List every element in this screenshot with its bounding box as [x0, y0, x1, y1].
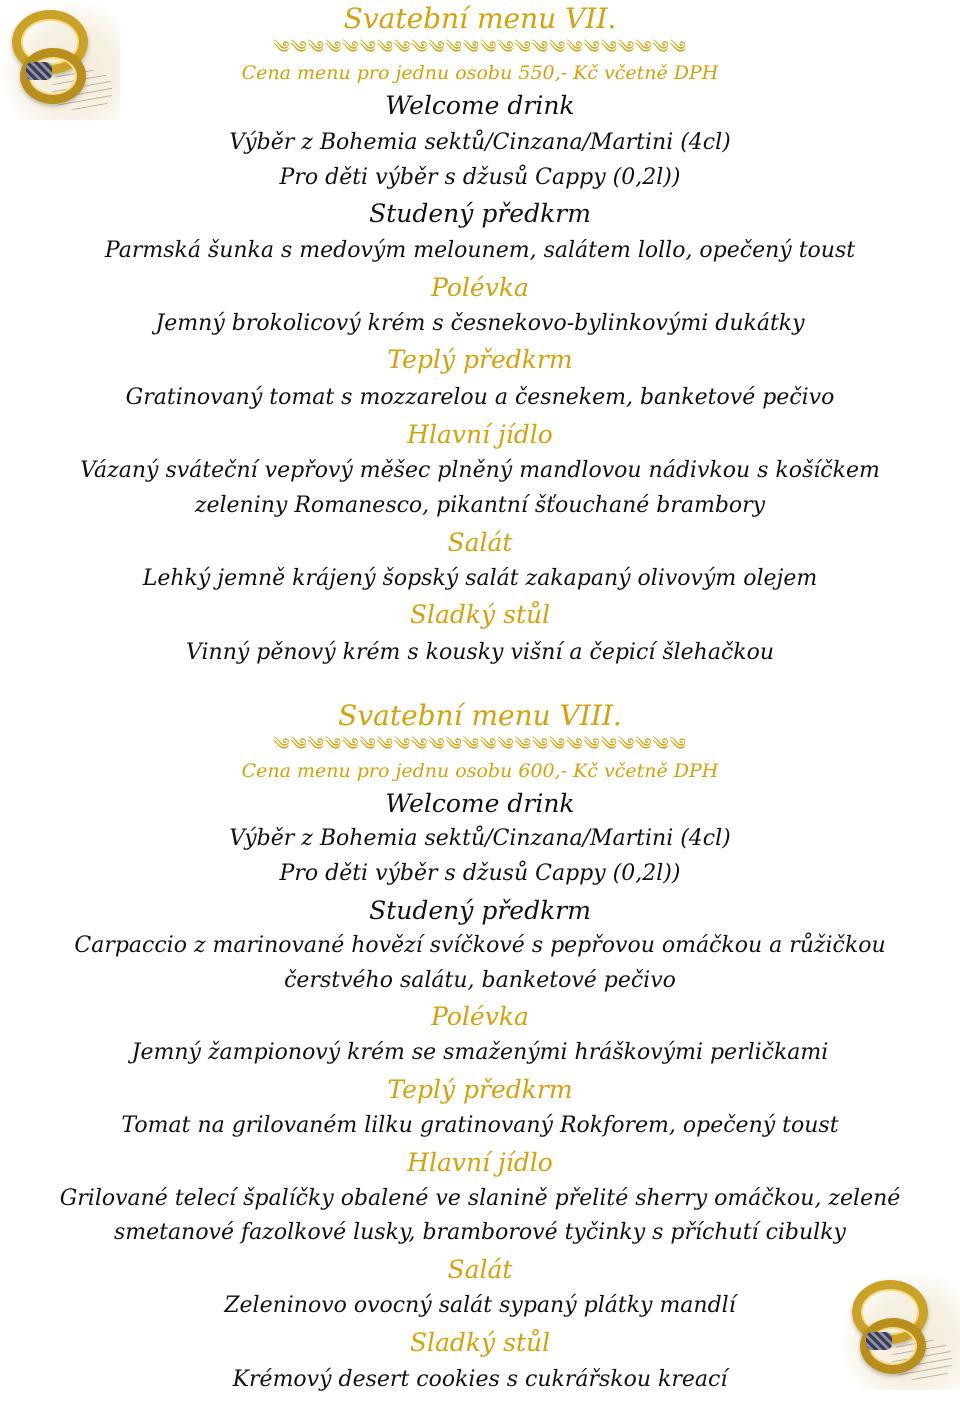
course-heading: Studený předkrm	[369, 896, 591, 925]
course-heading: Sladký stůl	[409, 1328, 551, 1357]
menu-title: Svatební menu VIII.	[338, 699, 622, 732]
course-heading: Studený předkrm	[369, 199, 591, 228]
dish-line: Výběr z Bohemia sektů/Cinzana/Martini (4cl)	[229, 130, 731, 155]
dish-line: smetanové fazolkové lusky, bramborové tyčinky s příchutí cibulky	[114, 1220, 846, 1245]
course-heading: Polévka	[431, 273, 529, 302]
dish-line: Jemný brokolicový krém s česnekovo-bylinkovými dukátky	[155, 311, 805, 336]
menu-title: Svatební menu VII.	[343, 2, 617, 35]
dish-line: Lehký jemně krájený šopský salát zakapaný olivovým olejem	[142, 566, 818, 591]
course-heading: Welcome drink	[385, 91, 575, 120]
course-heading: Hlavní jídlo	[407, 420, 553, 449]
dish-line: Parmská šunka s medovým melounem, salátem lollo, opečený toust	[104, 238, 856, 263]
dish-line: Vinný pěnový krém s kousky višní a čepicí šlehačkou	[185, 640, 775, 665]
course-heading: Salát	[447, 1255, 513, 1284]
dish-line: čerstvého salátu, banketové pečivo	[284, 968, 676, 993]
dish-line: Pro děti výběr s džusů Cappy (0,2l))	[279, 165, 681, 190]
dish-line: Výběr z Bohemia sektů/Cinzana/Martini (4cl)	[229, 826, 731, 851]
dish-line: zeleniny Romanesco, pikantní šťouchané brambory	[194, 493, 766, 518]
dish-line: Tomat na grilovaném lilku gratinovaný Rokforem, opečený toust	[121, 1113, 839, 1138]
dish-line: Carpaccio z marinované hovězí svíčkové s pepřovou omáčkou a růžičkou	[74, 933, 886, 958]
dish-line: Vázaný sváteční vepřový měšec plněný mandlovou nádivkou s košíčkem	[80, 458, 880, 483]
dish-line: Pro děti výběr s džusů Cappy (0,2l))	[279, 861, 681, 886]
course-heading: Salát	[447, 528, 513, 557]
menu-price: Cena menu pro jednu osobu 550,- Kč včetně DPH	[241, 62, 719, 84]
course-heading: Sladký stůl	[409, 600, 551, 629]
menu-price: Cena menu pro jednu osobu 600,- Kč včetně DPH	[241, 760, 719, 782]
ornament-divider: ༄༄༄༄༄༄༄༄༄༄༄༄༄༄༄༄༄༄༄༄༄༄༄༄	[273, 735, 687, 755]
dish-line: Zeleninovo ovocný salát sypaný plátky mandlí	[224, 1293, 736, 1318]
dish-line: Krémový desert cookies s cukrářskou kreací	[232, 1367, 728, 1392]
course-heading: Hlavní jídlo	[407, 1148, 553, 1177]
course-heading: Teplý předkrm	[387, 1075, 573, 1104]
course-heading: Welcome drink	[385, 789, 575, 818]
course-heading: Polévka	[431, 1002, 529, 1031]
course-heading: Teplý předkrm	[387, 345, 573, 374]
dish-line: Grilované telecí špalíčky obalené ve slanině přelité sherry omáčkou, zelené	[59, 1186, 901, 1211]
dish-line: Gratinovaný tomat s mozzarelou a česnekem, banketové pečivo	[125, 385, 835, 410]
dish-line: Jemný žampionový krém se smaženými hráškovými perličkami	[131, 1040, 829, 1065]
ornament-divider: ༄༄༄༄༄༄༄༄༄༄༄༄༄༄༄༄༄༄༄༄༄༄༄༄	[273, 38, 687, 58]
